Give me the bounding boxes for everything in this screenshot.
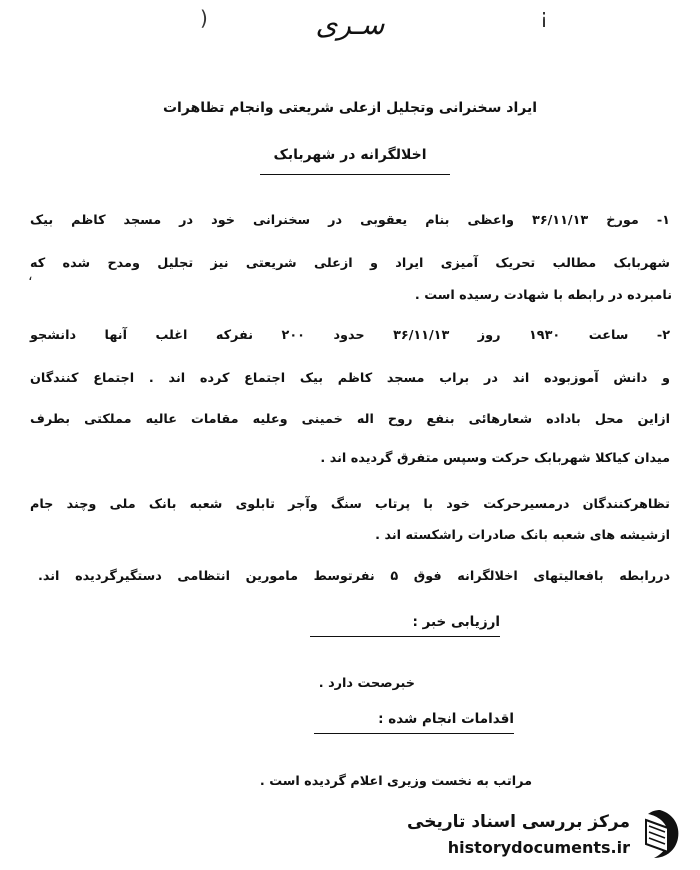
assessment-label (310, 614, 500, 637)
paragraph-line: دررابطه بافعالیتهای اخلالگرانه فوق ۵ نفرتوسط مامورین انتظامی دستگیرگردیده اند. (38, 569, 671, 584)
paragraph-line: و دانش آموزبوده اند در براب مسجد کاظم بیک اجتماع کرده اند . اجتماع کنندگان (30, 371, 670, 386)
paragraph-line: تظاهرکنندگان درمسیرحرکت خود با پرتاب سنگ وآجر تابلوی شعبه بانک ملی وچند جام (30, 497, 670, 512)
watermark-url: historydocuments.ir (447, 838, 630, 857)
actions-value: مراتب به نخست وزیری اعلام گردیده است . (259, 774, 532, 789)
paragraph-line: میدان کیاکلا شهربابک حرکت وسپس متفرق گردیده اند . (320, 451, 670, 466)
margin-tick: ، (28, 268, 33, 284)
paragraph-line: ۱- مورخ ۳۶/۱۱/۱۳ واعظی بنام یعقوبی در سخنرانی خود در مسجد کاظم بیک (30, 213, 670, 228)
paragraph-line: شهربابک مطالب تحریک آمیزی ایراد و ازعلی شریعتی نیز تجلیل ومدح شده که (30, 256, 670, 271)
assessment-underline (310, 636, 500, 637)
classification-heading: سـرى (315, 8, 385, 41)
paragraph-line: نامبرده در رابطه با شهادت رسیده است . (414, 288, 672, 303)
title-line-2: اخلالگرانه در شهربابک (273, 147, 427, 163)
actions-underline (314, 733, 514, 734)
title-underline (260, 174, 450, 175)
stray-mark-left: ( (200, 6, 208, 30)
paragraph-line: ۲- ساعت ۱۹۳۰ روز ۳۶/۱۱/۱۳ حدود ۲۰۰ نفرکه اغلب آنها دانشجو (30, 328, 670, 343)
actions-label (314, 711, 514, 734)
paragraph-line: ازشیشه های شعبه بانک صادرات راشکسته اند . (375, 528, 670, 543)
title-line-1: ایراد سخنرانی وتجلیل ازعلی شریعتی وانجام تظاهرات (162, 100, 538, 116)
watermark (400, 808, 690, 864)
paragraph-line: ازاین محل باداده شعارهائی بنفع روح اله خمینی وعلیه مقامات عالیه مملکتی بطرف (30, 412, 670, 427)
archive-logo-icon (638, 808, 682, 860)
actions-label-text: اقدامات انجام شده : (378, 711, 514, 727)
assessment-label-text: ارزیابی خبر : (412, 614, 500, 630)
stray-mark-right: ¡ (540, 4, 549, 28)
watermark-name: مرکز بررسی اسناد تاریخی (407, 812, 630, 832)
assessment-value: خبرصحت دارد . (318, 676, 415, 691)
